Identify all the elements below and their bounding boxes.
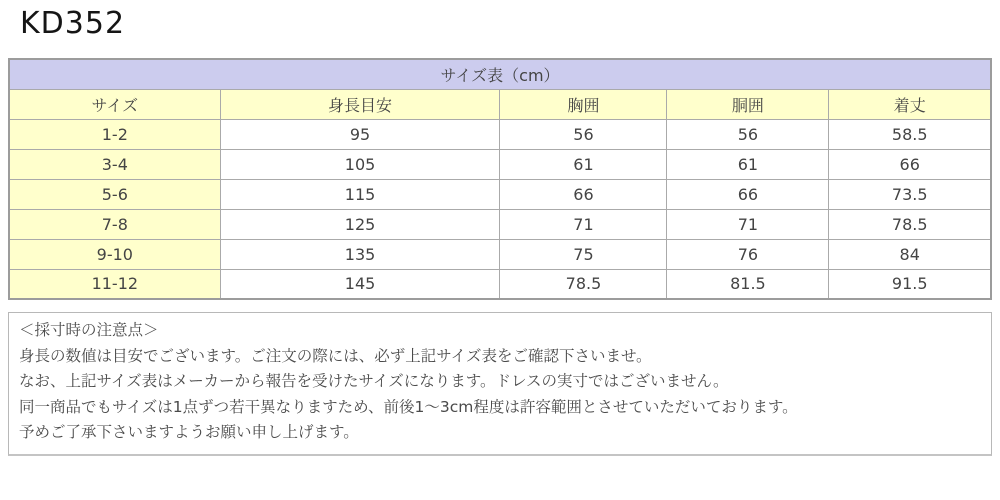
- notes-line: 同一商品でもサイズは1点ずつ若干異なりますため、前後1～3cm程度は許容範囲とさせていただいております。: [19, 397, 798, 416]
- table-row: [9, 179, 991, 209]
- measurement-notes-box: [8, 312, 992, 456]
- chest-cell: 71: [500, 209, 667, 239]
- height-cell: 105: [220, 149, 500, 179]
- size-table: [8, 58, 992, 300]
- size-table-header-row: [9, 89, 991, 119]
- column-header-chest: 胸囲: [500, 89, 667, 119]
- length-cell: 66: [829, 149, 991, 179]
- waist-cell: 56: [667, 119, 829, 149]
- height-cell: 145: [220, 269, 500, 299]
- notes-line: なお、上記サイズ表はメーカーから報告を受けたサイズになります。ドレスの実寸ではございません。: [19, 372, 729, 390]
- waist-cell: 81.5: [667, 269, 829, 299]
- notes-line: 身長の数値は目安でございます。ご注文の際には、必ず上記サイズ表をご確認下さいませ。: [19, 346, 652, 365]
- length-cell: 84: [829, 239, 991, 269]
- column-header-length: 着丈: [829, 89, 991, 119]
- size-table-caption: サイズ表（cm）: [9, 59, 991, 89]
- length-cell: 91.5: [829, 269, 991, 299]
- size-cell: 1-2: [9, 119, 220, 149]
- waist-cell: 71: [667, 209, 829, 239]
- column-header-size: サイズ: [9, 89, 220, 119]
- size-table-caption-row: [9, 59, 991, 89]
- waist-cell: 66: [667, 179, 829, 209]
- table-row: [9, 119, 991, 149]
- table-row: [9, 209, 991, 239]
- height-cell: 115: [220, 179, 500, 209]
- length-cell: 58.5: [829, 119, 991, 149]
- table-row: [9, 149, 991, 179]
- size-cell: 11-12: [9, 269, 220, 299]
- height-cell: 95: [220, 119, 500, 149]
- length-cell: 78.5: [829, 209, 991, 239]
- column-header-waist: 胴囲: [667, 89, 829, 119]
- chest-cell: 75: [500, 239, 667, 269]
- table-row: [9, 269, 991, 299]
- chest-cell: 61: [500, 149, 667, 179]
- height-cell: 135: [220, 239, 500, 269]
- chest-cell: 66: [500, 179, 667, 209]
- column-header-height: 身長目安: [220, 89, 500, 119]
- page-title: KD352: [20, 6, 126, 41]
- height-cell: 125: [220, 209, 500, 239]
- chest-cell: 78.5: [500, 269, 667, 299]
- size-cell: 5-6: [9, 179, 220, 209]
- size-cell: 9-10: [9, 239, 220, 269]
- size-cell: 3-4: [9, 149, 220, 179]
- waist-cell: 61: [667, 149, 829, 179]
- chest-cell: 56: [500, 119, 667, 149]
- length-cell: 73.5: [829, 179, 991, 209]
- notes-heading: ＜採寸時の注意点＞: [19, 321, 159, 339]
- size-cell: 7-8: [9, 209, 220, 239]
- table-row: [9, 239, 991, 269]
- notes-line: 予めご了承下さいますようお願い申し上げます。: [19, 423, 359, 441]
- waist-cell: 76: [667, 239, 829, 269]
